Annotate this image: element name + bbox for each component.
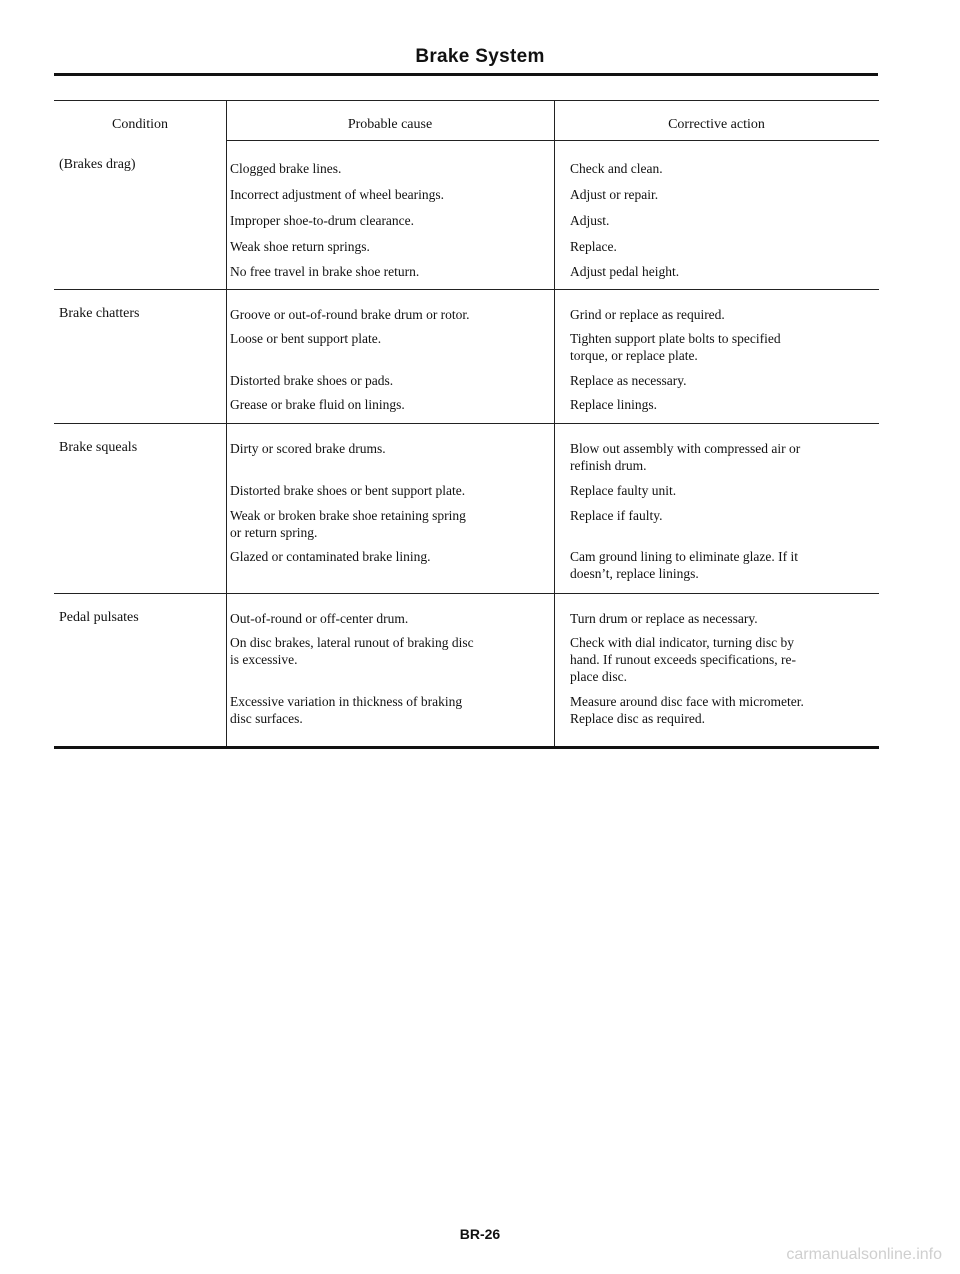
action-line: Grind or replace as required.	[570, 307, 725, 322]
page-title: Brake System	[415, 46, 545, 67]
action-line: doesn’t, replace linings.	[570, 566, 699, 581]
table-row	[54, 423, 879, 593]
table-row	[54, 289, 879, 423]
action-line: Replace as necessary.	[570, 373, 687, 388]
condition-cell: Pedal pulsates	[59, 610, 139, 625]
action-line: Tighten support plate bolts to specified	[570, 331, 781, 346]
page-number: BR-26	[459, 1226, 501, 1242]
action-line: Adjust or repair.	[570, 187, 659, 202]
action-line: Replace disc as required.	[570, 711, 705, 726]
action-line: Blow out assembly with compressed air or	[570, 441, 801, 456]
condition-cell: Brake squeals	[59, 440, 138, 455]
action-line: Adjust.	[570, 213, 610, 228]
action-line: Turn drum or replace as necessary.	[570, 611, 758, 626]
action-line: Measure around disc face with micrometer.	[570, 694, 804, 709]
header-condition: Condition	[111, 117, 168, 132]
action-line: Cam ground lining to eliminate glaze. If it	[570, 549, 798, 564]
action-line: Replace if faulty.	[570, 508, 663, 523]
cause-line: Weak shoe return springs.	[230, 239, 370, 254]
cause-line: Out-of-round or off-center drum.	[230, 611, 409, 626]
action-line: Adjust pedal height.	[570, 264, 680, 279]
action-line: refinish drum.	[570, 458, 647, 473]
cause-line: Glazed or contaminated brake lining.	[230, 549, 431, 564]
action-line: Check with dial indicator, turning disc by	[570, 635, 795, 650]
cause-line: No free travel in brake shoe return.	[230, 264, 420, 279]
cause-line: Clogged brake lines.	[230, 161, 342, 176]
cause-line: disc surfaces.	[230, 711, 303, 726]
action-line: hand. If runout exceeds specifications, re-	[570, 652, 797, 667]
cause-line: Loose or bent support plate.	[230, 331, 382, 346]
cause-line: or return spring.	[230, 525, 318, 540]
cause-line: Dirty or scored brake drums.	[230, 441, 386, 456]
cause-line: Excessive variation in thickness of braking	[230, 694, 463, 709]
cause-line: Improper shoe-to-drum clearance.	[230, 213, 415, 228]
table-row	[54, 141, 879, 289]
action-line: Check and clean.	[570, 161, 663, 176]
troubleshooting-table	[54, 100, 879, 749]
condition-cell: (Brakes drag)	[59, 157, 136, 172]
action-line: Replace.	[570, 239, 617, 254]
header-corrective-action: Corrective action	[668, 117, 765, 132]
cause-line: On disc brakes, lateral runout of braking disc	[230, 635, 474, 650]
cause-line: Weak or broken brake shoe retaining spring	[230, 508, 466, 523]
title-rule	[54, 73, 878, 76]
watermark: carmanualsonline.info	[786, 1246, 942, 1263]
condition-cell: Brake chatters	[59, 306, 140, 321]
header-probable-cause: Probable cause	[347, 117, 433, 132]
action-line: Replace linings.	[570, 397, 657, 412]
table-row	[54, 593, 879, 746]
action-line: Replace faulty unit.	[570, 483, 677, 498]
cause-line: Distorted brake shoes or bent support plate.	[230, 483, 466, 498]
cause-line: Incorrect adjustment of wheel bearings.	[230, 187, 445, 202]
action-line: place disc.	[570, 669, 627, 684]
cause-line: Grease or brake fluid on linings.	[230, 397, 405, 412]
cause-line: Groove or out-of-round brake drum or rotor.	[230, 307, 470, 322]
table-header	[54, 101, 879, 141]
cause-line: Distorted brake shoes or pads.	[230, 373, 394, 388]
cause-line: is excessive.	[230, 652, 298, 667]
action-line: torque, or replace plate.	[570, 348, 698, 363]
